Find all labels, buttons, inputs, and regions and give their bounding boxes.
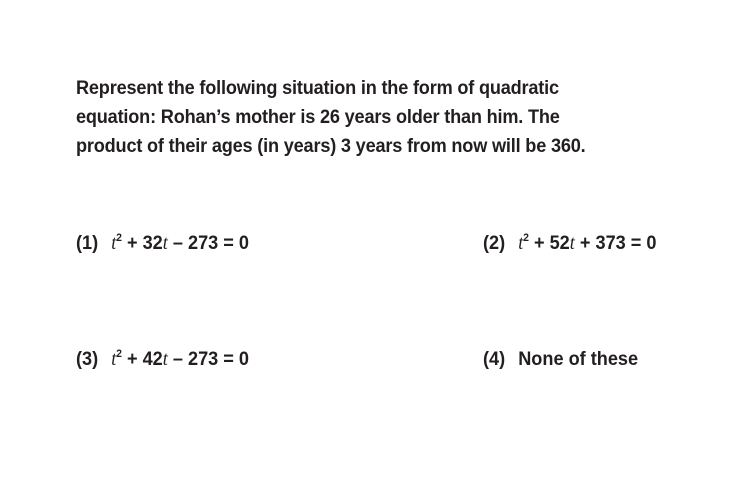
option-3[interactable] — [76, 346, 249, 373]
option-text: None of these — [518, 348, 639, 370]
exponent: 2 — [116, 348, 122, 360]
variable-t: t — [111, 349, 117, 370]
question-text — [76, 74, 634, 161]
equation-part: + 32 — [121, 232, 163, 254]
variable-t: t — [162, 349, 168, 370]
option-2[interactable] — [483, 230, 657, 257]
question-line: equation: Rohan’s mother is 26 years older than him. The — [76, 106, 560, 128]
exponent: 2 — [116, 232, 122, 244]
option-4[interactable] — [483, 346, 638, 372]
equation-part: – 273 = 0 — [167, 348, 250, 370]
option-1[interactable] — [76, 230, 249, 257]
exponent: 2 — [523, 232, 529, 244]
question-line: Represent the following situation in the form of quadratic — [76, 77, 559, 99]
variable-t: t — [518, 233, 524, 254]
question-line: product of their ages (in years) 3 years from now will be 360. — [76, 135, 586, 157]
option-number: (4) — [483, 348, 506, 370]
equation-part: + 42 — [121, 348, 163, 370]
variable-t: t — [569, 233, 575, 254]
option-number: (3) — [76, 348, 99, 370]
equation-part: + 373 = 0 — [574, 232, 657, 254]
equation-part: – 273 = 0 — [167, 232, 250, 254]
option-number: (2) — [483, 232, 506, 254]
option-number: (1) — [76, 232, 99, 254]
variable-t: t — [111, 233, 117, 254]
variable-t: t — [162, 233, 168, 254]
equation-part: + 52 — [528, 232, 570, 254]
